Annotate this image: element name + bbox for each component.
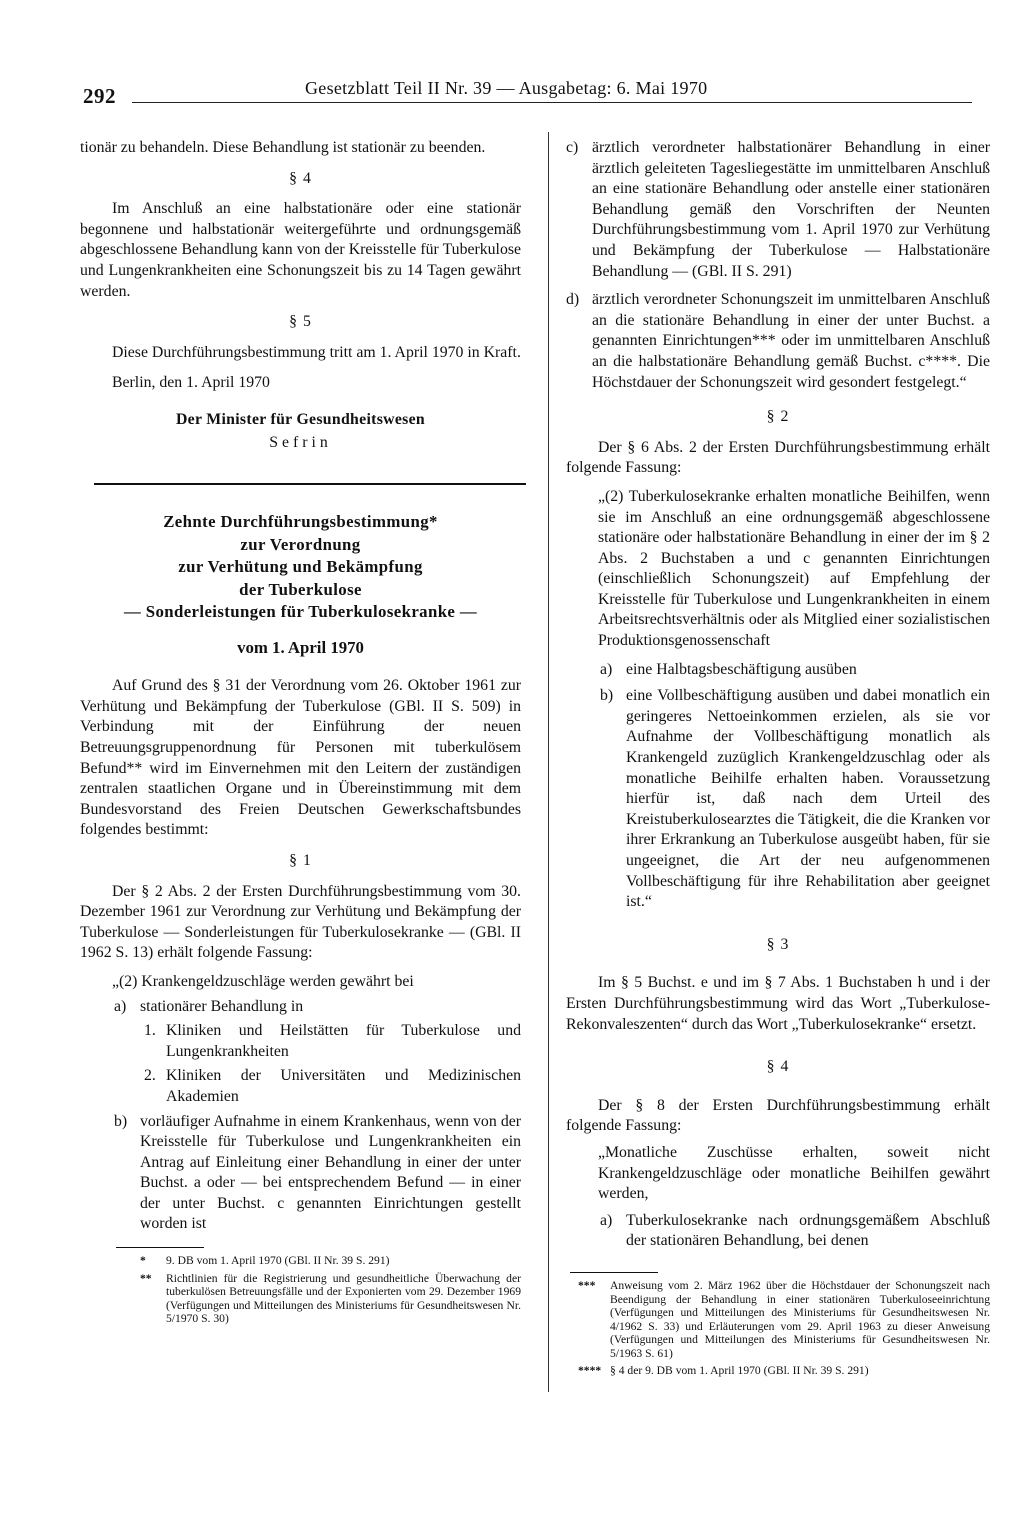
- title-line: Zehnte Durchführungsbestimmung*: [163, 512, 438, 532]
- list-item: [144, 1066, 521, 1107]
- running-header: Gesetzblatt Teil II Nr. 39 — Ausgabetag: 6. Mai 1970: [305, 78, 708, 98]
- list-label: 2.: [144, 1067, 156, 1085]
- list-item: [566, 290, 990, 393]
- list-text: Tuberkulosekranke nach ordnungsgemäßem Abschluß der stationären Behandlung, bei denen: [626, 1211, 990, 1250]
- footnote-marker: *: [140, 1254, 146, 1268]
- section-heading-1: § 1: [289, 851, 312, 869]
- section-heading-4: § 4: [289, 169, 312, 187]
- list-text: vorläufiger Aufnahme in einem Krankenhaus, wenn von der Kreisstelle für Tuberkulose und Lungenkrankheiten ein Antrag auf Einleitung einer Behandlung in einer der unter Buchst. a oder — bei entsprechendem Befund — in einer der unter Buchst. c genannten Einrichtungen gestellt worden ist: [140, 1112, 521, 1233]
- section-heading-4: § 4: [766, 1058, 790, 1076]
- section-heading-2: § 2: [766, 408, 790, 426]
- separator-rule: [94, 483, 526, 485]
- footnote-marker: ***: [578, 1278, 596, 1292]
- preamble-text: Auf Grund des § 31 der Verordnung vom 26. Oktober 1961 zur Verhütung und Bekämpfung der Tuberkulose (GBl. II S. 509) in Verbindung mit der Einführung der neuen Betreuungsgruppenordnung für Personen mit tuberkulösem Befund** wird im Einvernehmen mit den Leitern der zuständigen zentralen staatlichen Organe und in Übereinstimmung mit dem Bundesvorstand des Freien Deutschen Gewerkschaftsbundes folgendes bestimmt:: [80, 677, 521, 839]
- regulation-title: [80, 511, 521, 624]
- section-5-text: Diese Durchführungsbestimmung tritt am 1. April 1970 in Kraft.: [112, 343, 521, 361]
- title-line: zur Verordnung: [240, 534, 361, 554]
- left-column: [80, 138, 521, 1326]
- column-divider: [548, 132, 549, 1392]
- title-line: zur Verhütung und Bekämpfung: [178, 557, 423, 577]
- quote-lead: „(2) Krankengeldzuschläge werden gewährt bei: [112, 972, 414, 990]
- list-text: Kliniken und Heilstätten für Tuberkulose und Lungenkrankheiten: [166, 1022, 521, 1060]
- minister-title: Der Minister für Gesundheitswesen: [175, 410, 426, 428]
- list-label: a): [114, 997, 127, 1015]
- footnote-text: Richtlinien für die Registrierung und gesundheitliche Überwachung der tuberkulösen Betreuungsfälle und der Exponierten vom 29. Dezember 1969 (Verfügungen und Mitteilungen des Ministeriums für Gesundheitswesen Nr. 5/1970 S. 30): [166, 1271, 521, 1326]
- list-item: [114, 997, 521, 1018]
- signer-name: Sefrin: [269, 433, 332, 451]
- continuation-text: tionär zu behandeln. Diese Behandlung ist stationär zu beenden.: [80, 139, 486, 156]
- list-text: ärztlich verordneter halbstationärer Behandlung in einer ärztlich geleiteten Tagesliegestätte im unmittelbaren Anschluß an eine stationäre Behandlung oder anstelle einer stationären Behandlung gemäß den Vorschriften der Neunten Durchführungsbestimmung vom 1. April 1970 zur Verhütung und Bekämpfung der Tuberkulose — Halbstationäre Behandlung — (GBl. II S. 291): [592, 139, 990, 280]
- list-item: [600, 1211, 990, 1252]
- list-label: c): [566, 139, 579, 156]
- footnote: [80, 1272, 521, 1326]
- list-item: [566, 138, 990, 282]
- title-line: der Tuberkulose: [239, 579, 362, 599]
- section-2-quote: „(2) Tuberkulosekranke erhalten monatliche Beihilfen, wenn sie im Anschluß an eine ordnungsgemäß abgeschlossene stationäre oder halbstationäre Behandlung in einer der im § 2 Abs. 2 Buchstaben a und c genannten Einrichtungen (einschließlich Schonungszeit) auf Empfehlung der Kreisstelle für Tuberkulose und Lungenkrankheiten in einem Arbeitsrechtsverhältnis oder als Mitglied einer sozialistischen Produktionsgenossenschaft: [598, 487, 990, 650]
- list-text: eine Halbtagsbeschäftigung ausüben: [626, 660, 857, 678]
- footnote-rule: [570, 1272, 658, 1273]
- list-text: ärztlich verordneter Schonungszeit im unmittelbaren Anschluß an die stationäre Behandlung in einer der unter Buchst. a genannten Einrichtungen*** oder im unmittelbaren Anschluß an die halbstationäre Behandlung gemäß Buchst. c****. Die Höchstdauer der Schonungszeit wird gesondert festgelegt.“: [592, 291, 990, 391]
- footnote-text: 9. DB vom 1. April 1970 (GBl. II Nr. 39 S. 291): [166, 1254, 390, 1268]
- section-4-text: Der § 8 der Ersten Durchführungsbestimmung erhält folgende Fassung:: [566, 1096, 990, 1135]
- list-label: d): [566, 291, 580, 309]
- section-heading-3: § 3: [766, 935, 790, 953]
- list-label: 1.: [144, 1022, 156, 1040]
- page-number: 292: [83, 84, 116, 108]
- list-label: a): [600, 660, 613, 678]
- section-3-text: Im § 5 Buchst. e und im § 7 Abs. 1 Buchstaben h und i der Ersten Durchführungsbestimmung wird das Wort „Tuberkulose-Rekonvaleszenten“ durch das Wort „Tuberkulosekranke“ ersetzt.: [566, 974, 990, 1033]
- footnote: [566, 1364, 990, 1378]
- right-column: [566, 138, 990, 1378]
- footnote-text: § 4 der 9. DB vom 1. April 1970 (GBl. II Nr. 39 S. 291): [610, 1364, 869, 1378]
- footnote-marker: **: [140, 1271, 152, 1285]
- section-4-quote: „Monatliche Zuschüsse erhalten, soweit nicht Krankengeldzuschläge oder monatliche Beihilfen gewährt werden,: [598, 1143, 990, 1203]
- title-line: — Sonderleistungen für Tuberkulosekranke —: [123, 602, 478, 622]
- list-label: a): [600, 1211, 613, 1229]
- list-item: [114, 1112, 521, 1236]
- regulation-date: vom 1. April 1970: [237, 637, 364, 657]
- list-text: Kliniken der Universitäten und Medizinischen Akademien: [166, 1067, 521, 1105]
- section-4-text: Im Anschluß an eine halbstationäre oder eine stationär begonnene und halbstationär weitergeführte und ordnungsgemäß abgeschlossene Behandlung kann von der Kreisstelle für Tuberkulose und Lungenkrankheiten eine Schonungszeit bis zu 14 Tagen gewährt werden.: [80, 200, 521, 300]
- signature-date: Berlin, den 1. April 1970: [112, 374, 270, 392]
- footnote-rule: [116, 1247, 204, 1248]
- section-heading-5: § 5: [289, 313, 312, 331]
- list-text: eine Vollbeschäftigung ausüben und dabei monatlich ein geringeres Nettoeinkommen erzielen, als sie vor Aufnahme der Vollbeschäftigung monatlich als Krankengeld zuzüglich Krankengeldzuschlag oder als monatliche Beihilfe erhalten haben. Voraussetzung hierfür ist, daß nach dem Urteil des Kreistuberkulosearztes die Tätigkeit, die die Kranken vor ihrer Erkrankung an Tuberkulose ausgeübt haben, für sie ungeeignet, die Art der neu aufgenommenen Vollbeschäftigung für ihre Rehabilitation aber geeignet ist.“: [626, 687, 990, 911]
- footnote: [566, 1279, 990, 1361]
- list-item: [144, 1021, 521, 1062]
- footnote: [80, 1254, 521, 1268]
- list-item: [600, 686, 990, 913]
- list-label: b): [600, 687, 614, 705]
- footnote-marker: ****: [578, 1364, 602, 1378]
- section-2-text: Der § 6 Abs. 2 der Ersten Durchführungsbestimmung erhält folgende Fassung:: [566, 438, 990, 477]
- list-label: b): [114, 1112, 128, 1130]
- list-item: [600, 660, 990, 681]
- header-rule: [132, 102, 972, 103]
- list-text: stationärer Behandlung in: [140, 997, 304, 1015]
- section-1-text: Der § 2 Abs. 2 der Ersten Durchführungsbestimmung vom 30. Dezember 1961 zur Verordnung zur Verhütung und Bekämpfung der Tuberkulose — Sonderleistungen für Tuberkulosekranke — (GBl. II 1962 S. 13) erhält folgende Fassung:: [80, 882, 521, 962]
- footnote-text: Anweisung vom 2. März 1962 über die Höchstdauer der Schonungszeit nach Beendigung der Behandlung in einer stationären Tuberkuloseeinrichtung (Verfügungen und Mitteilungen des Ministeriums für Gesundheitswesen Nr. 4/1962 S. 33) und Erläuterungen vom 29. April 1963 zu dieser Anweisung (Verfügungen und Mitteilungen des Ministeriums für Gesundheitswesen Nr. 5/1963 S. 61): [610, 1278, 990, 1360]
